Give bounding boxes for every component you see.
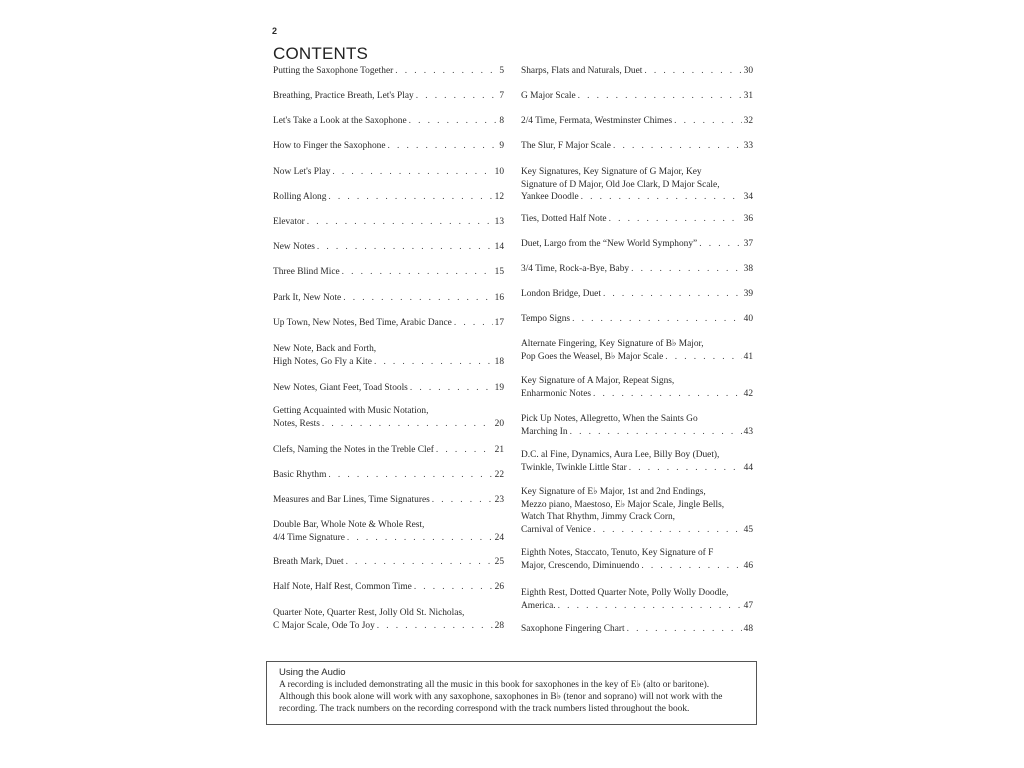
toc-entry	[521, 238, 753, 251]
toc-entry-title: Let's Take a Look at the Saxophone	[273, 116, 407, 126]
toc-page-number: 21	[494, 445, 504, 455]
toc-entry-title: Marching In	[521, 426, 568, 437]
toc-entry-title: Signature of D Major, Old Joe Clark, D Major Scale,	[521, 179, 720, 190]
toc-page-number: 26	[494, 582, 504, 592]
toc-entry-title: 2/4 Time, Fermata, Westminster Chimes	[521, 116, 673, 126]
toc-entry	[521, 375, 753, 400]
toc-dot-leader	[665, 351, 741, 364]
toc-dot-leader	[613, 140, 742, 153]
toc-dot-leader	[674, 115, 741, 128]
toc-dot-leader	[395, 65, 497, 78]
toc-entry-title: Watch That Rhythm, Jimmy Crack Corn,	[521, 512, 675, 523]
toc-page-number: 48	[743, 624, 753, 634]
toc-entry	[273, 444, 504, 457]
toc-entry-title: Key Signature of E♭ Major, 1st and 2nd Endings,	[521, 487, 706, 497]
toc-entry-title: Park It, New Note	[273, 293, 342, 303]
toc-dot-leader	[641, 560, 741, 573]
toc-entry-title: Eighth Rest, Dotted Quarter Note, Polly Wolly Doodle,	[521, 588, 729, 598]
toc-page-number: 10	[494, 167, 504, 177]
toc-entry	[521, 288, 753, 301]
toc-page-number: 39	[743, 289, 753, 299]
toc-page-number: 5	[499, 66, 504, 76]
toc-entry	[273, 469, 504, 482]
toc-dot-leader	[342, 266, 493, 279]
toc-entry	[521, 213, 753, 226]
audio-note-line: Although this book alone will work with any saxophone, saxophones in B♭ (tenor and soprano) will not work with the	[279, 692, 723, 703]
toc-entry-title: Mezzo piano, Maestoso, E♭ Major Scale, Jingle Bells,	[521, 499, 725, 510]
page-number: 2	[272, 26, 278, 36]
toc-dot-leader	[388, 140, 498, 153]
toc-dot-leader	[603, 288, 742, 301]
toc-dot-leader	[593, 524, 742, 537]
audio-note-body	[279, 679, 744, 716]
toc-page-number: 8	[499, 116, 504, 126]
toc-entry-title: Breathing, Practice Breath, Let's Play	[273, 91, 414, 101]
toc-entry-title: Key Signatures, Key Signature of G Major, Key	[521, 167, 702, 177]
toc-dot-leader	[644, 65, 741, 78]
toc-dot-leader	[581, 191, 742, 204]
toc-entry	[273, 65, 504, 78]
toc-page-number: 32	[743, 116, 753, 126]
toc-page-number: 37	[743, 239, 753, 249]
toc-entry	[273, 216, 504, 229]
toc-entry	[273, 382, 504, 395]
toc-entry-title: Up Town, New Notes, Bed Time, Arabic Dance	[273, 318, 452, 328]
toc-dot-leader	[374, 356, 493, 369]
toc-entry	[273, 494, 504, 507]
toc-entry-title: Elevator	[273, 217, 305, 227]
toc-dot-leader	[572, 313, 742, 326]
toc-page-number: 31	[743, 91, 753, 101]
toc-dot-leader	[699, 238, 741, 251]
audio-note-line: recording. The track numbers on the recording correspond with the track numbers listed throughout the book.	[279, 704, 690, 715]
toc-page-number: 18	[494, 356, 504, 367]
toc-dot-leader	[436, 444, 493, 457]
toc-entry-title: Eighth Notes, Staccato, Tenuto, Key Signature of F	[521, 548, 714, 558]
toc-dot-leader	[570, 426, 742, 439]
toc-entry-title: 4/4 Time Signature	[273, 532, 345, 543]
toc-dot-leader	[432, 494, 493, 507]
toc-dot-leader	[627, 623, 742, 636]
toc-entry	[521, 486, 753, 536]
toc-page-number: 40	[743, 314, 753, 324]
toc-page-number: 42	[743, 388, 753, 399]
toc-page-number: 43	[743, 426, 753, 437]
toc-entry	[521, 166, 753, 204]
toc-page-number: 12	[494, 192, 504, 202]
toc-entry-title: Breath Mark, Duet	[273, 557, 344, 567]
toc-entry-title: Putting the Saxophone Together	[273, 66, 394, 76]
toc-entry	[521, 449, 753, 474]
audio-note-heading: Using the Audio	[279, 667, 346, 678]
toc-page-number: 23	[494, 495, 504, 505]
toc-entry-title: 3/4 Time, Rock-a-Bye, Baby	[521, 264, 630, 274]
toc-page-number: 28	[494, 620, 504, 631]
toc-dot-leader	[322, 418, 493, 431]
toc-entry	[273, 343, 504, 368]
toc-entry-title: Clefs, Naming the Notes in the Treble Clef	[273, 445, 434, 455]
audio-note-line: A recording is included demonstrating all the music in this book for saxophones in the key of E♭ (alto or baritone).	[279, 680, 710, 690]
toc-dot-leader	[409, 115, 498, 128]
toc-entry-title: Alternate Fingering, Key Signature of B♭ Major,	[521, 339, 704, 349]
toc-entry-title: Yankee Doodle	[521, 192, 579, 203]
toc-page-number: 9	[499, 141, 504, 151]
toc-page-number: 36	[743, 214, 753, 224]
toc-entry	[273, 90, 504, 103]
toc-dot-leader	[629, 462, 742, 475]
toc-entry-title: Major, Crescendo, Diminuendo	[521, 560, 640, 571]
toc-page-number: 33	[743, 141, 753, 151]
toc-page-number: 41	[743, 351, 753, 362]
toc-entry-title: Half Note, Half Rest, Common Time	[273, 582, 412, 592]
toc-page-number: 45	[743, 524, 753, 535]
toc-dot-leader	[454, 317, 493, 330]
toc-page-number: 24	[494, 532, 504, 543]
toc-entry	[521, 587, 753, 612]
toc-page-number: 25	[494, 557, 504, 567]
toc-entry	[273, 140, 504, 153]
toc-entry-title: New Notes	[273, 242, 315, 252]
toc-dot-leader	[578, 90, 742, 103]
toc-entry	[521, 65, 753, 78]
toc-page-number: 17	[494, 318, 504, 328]
toc-dot-leader	[328, 469, 492, 482]
toc-entry	[273, 405, 504, 430]
toc-entry-title: Saxophone Fingering Chart	[521, 624, 625, 634]
toc-dot-leader	[332, 166, 492, 179]
toc-entry	[273, 241, 504, 254]
toc-entry	[521, 413, 753, 438]
toc-entry-title: Pick Up Notes, Allegretto, When the Saints Go	[521, 414, 698, 424]
toc-page-number: 47	[743, 600, 753, 611]
toc-dot-leader	[343, 292, 492, 305]
toc-entry	[273, 166, 504, 179]
toc-entry-title: Carnival of Venice	[521, 524, 592, 535]
toc-entry	[521, 115, 753, 128]
audio-note-box	[266, 661, 757, 725]
toc-page-number: 34	[743, 192, 753, 203]
toc-dot-leader	[328, 191, 492, 204]
toc-entry-title: London Bridge, Duet	[521, 289, 601, 299]
toc-page-number: 44	[743, 462, 753, 473]
toc-entry-title: Pop Goes the Weasel, B♭ Major Scale	[521, 351, 664, 362]
toc-entry	[273, 317, 504, 330]
toc-entry	[521, 623, 753, 636]
toc-dot-leader	[307, 216, 493, 229]
toc-page-number: 20	[494, 418, 504, 429]
toc-entry-title: New Notes, Giant Feet, Toad Stools	[273, 383, 408, 393]
toc-entry	[273, 292, 504, 305]
toc-entry-title: Three Blind Mice	[273, 267, 340, 277]
toc-page-number: 46	[743, 560, 753, 571]
toc-entry-title: Now Let's Play	[273, 167, 331, 177]
toc-entry-title: How to Finger the Saxophone	[273, 141, 386, 151]
toc-dot-leader	[416, 90, 498, 103]
toc-page-number: 19	[494, 383, 504, 393]
toc-page-number: 30	[743, 66, 753, 76]
toc-entry-title: Quarter Note, Quarter Rest, Jolly Old St. Nicholas,	[273, 608, 465, 618]
toc-dot-leader	[593, 388, 742, 401]
toc-dot-leader	[347, 532, 493, 545]
toc-entry-title: The Slur, F Major Scale	[521, 141, 611, 151]
toc-entry-title: Twinkle, Twinkle Little Star	[521, 462, 627, 473]
toc-dot-leader	[346, 556, 493, 569]
toc-entry-title: C Major Scale, Ode To Joy	[273, 620, 375, 631]
toc-entry-title: Measures and Bar Lines, Time Signatures	[273, 495, 430, 505]
toc-entry-title: Rolling Along	[273, 192, 327, 202]
toc-entry	[273, 607, 504, 632]
toc-entry-title: Notes, Rests	[273, 418, 320, 429]
toc-entry	[273, 115, 504, 128]
toc-entry-title: America.	[521, 600, 556, 611]
toc-entry	[521, 313, 753, 326]
toc-page-number: 38	[743, 264, 753, 274]
toc-entry	[521, 140, 753, 153]
toc-dot-leader	[317, 241, 493, 254]
toc-dot-leader	[631, 263, 742, 276]
toc-dot-leader	[377, 620, 493, 633]
toc-entry	[273, 191, 504, 204]
toc-entry	[521, 338, 753, 363]
toc-entry-title: New Note, Back and Forth,	[273, 344, 377, 354]
toc-entry	[273, 519, 504, 544]
toc-entry	[521, 263, 753, 276]
toc-entry	[273, 581, 504, 594]
toc-dot-leader	[558, 600, 742, 613]
toc-entry	[521, 90, 753, 103]
toc-entry-title: Enharmonic Notes	[521, 388, 592, 399]
toc-page-number: 7	[499, 91, 504, 101]
toc-page-number: 22	[494, 470, 504, 480]
toc-entry-title: Getting Acquainted with Music Notation,	[273, 406, 429, 416]
toc-entry-title: Tempo Signs	[521, 314, 571, 324]
toc-entry	[273, 556, 504, 569]
toc-entry-title: High Notes, Go Fly a Kite	[273, 356, 372, 367]
toc-page-number: 15	[494, 267, 504, 277]
toc-entry-title: Sharps, Flats and Naturals, Duet	[521, 66, 643, 76]
toc-page-number: 16	[494, 293, 504, 303]
toc-entry-title: G Major Scale	[521, 91, 576, 101]
toc-entry-title: D.C. al Fine, Dynamics, Aura Lee, Billy Boy (Duet),	[521, 450, 720, 460]
toc-entry	[521, 547, 753, 572]
toc-page-number: 13	[494, 217, 504, 227]
page-title: CONTENTS	[273, 44, 369, 63]
toc-entry-title: Basic Rhythm	[273, 470, 327, 480]
toc-entry	[273, 266, 504, 279]
toc-dot-leader	[609, 213, 742, 226]
toc-entry-title: Ties, Dotted Half Note	[521, 214, 607, 224]
toc-dot-leader	[414, 581, 493, 594]
toc-entry-title: Double Bar, Whole Note & Whole Rest,	[273, 520, 425, 530]
toc-entry-title: Key Signature of A Major, Repeat Signs,	[521, 376, 675, 386]
toc-dot-leader	[410, 382, 493, 395]
toc-page-number: 14	[494, 242, 504, 252]
toc-entry-title: Duet, Largo from the “New World Symphony”	[521, 239, 698, 249]
